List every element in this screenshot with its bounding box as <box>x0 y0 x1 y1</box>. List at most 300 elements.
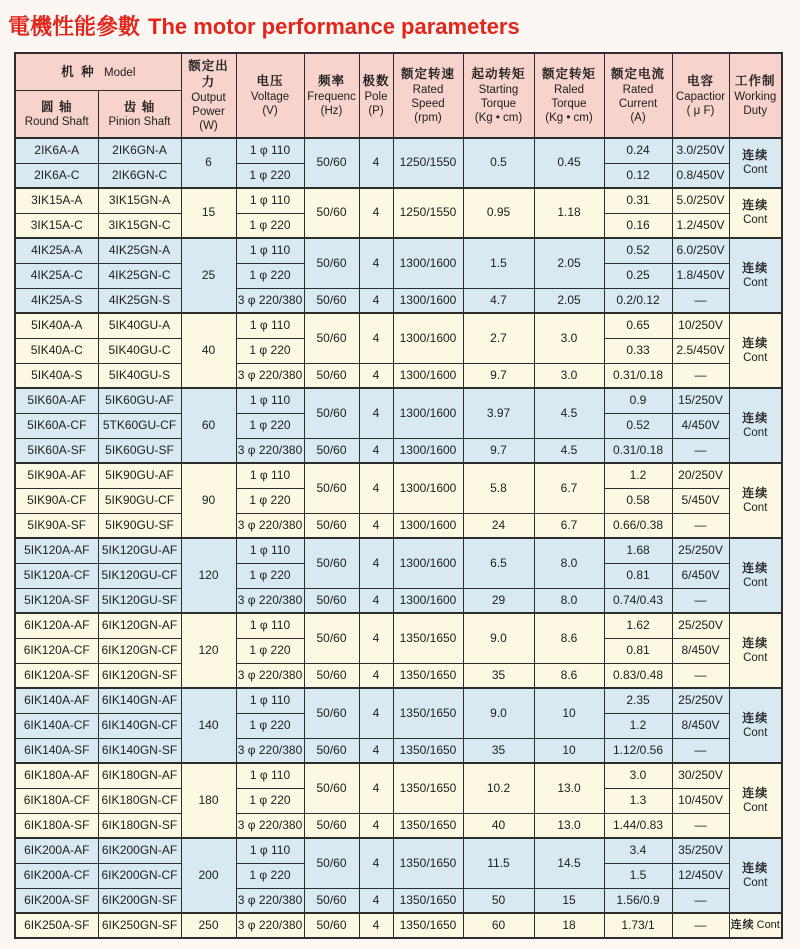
header-model-zh: 机 种 <box>61 64 96 79</box>
cell-pole: 4 <box>359 813 393 838</box>
cell-round-shaft: 5IK60A-AF <box>15 388 98 413</box>
cell-pinion-shaft: 5IK60GU-SF <box>98 438 181 463</box>
cell-pinion-shaft: 6IK120GN-AF <box>98 613 181 638</box>
cell-working-duty <box>729 763 782 838</box>
cell-voltage: 3 φ 220/380 <box>236 813 304 838</box>
cell-voltage: 1 φ 220 <box>236 788 304 813</box>
cell-frequency: 50/60 <box>304 388 359 438</box>
cell-rated-torque: 10 <box>534 738 604 763</box>
header-voltage-zh: 电压 <box>256 74 284 89</box>
cell-round-shaft: 6IK120A-SF <box>15 663 98 688</box>
cell-round-shaft: 6IK120A-CF <box>15 638 98 663</box>
cell-round-shaft: 2IK6A-A <box>15 138 98 163</box>
header-pinion-shaft <box>98 90 181 138</box>
cell-capacitor: 30/250V <box>672 763 729 788</box>
cell-voltage: 3 φ 220/380 <box>236 438 304 463</box>
cell-voltage: 1 φ 110 <box>236 763 304 788</box>
cell-round-shaft: 4IK25A-A <box>15 238 98 263</box>
cell-starting-torque: 1.5 <box>463 238 534 288</box>
cell-voltage: 1 φ 220 <box>236 638 304 663</box>
cell-voltage: 1 φ 110 <box>236 613 304 638</box>
cell-pinion-shaft: 6IK120GN-SF <box>98 663 181 688</box>
header-rated-speed-zh: 额定转速 <box>400 67 455 82</box>
cell-pinion-shaft: 5IK120GU-AF <box>98 538 181 563</box>
cell-pole: 4 <box>359 838 393 888</box>
cell-rated-current: 1.44/0.83 <box>604 813 672 838</box>
cell-capacitor: — <box>672 663 729 688</box>
cell-rated-torque: 13.0 <box>534 763 604 813</box>
cell-rated-current: 0.31/0.18 <box>604 438 672 463</box>
header-capacitor-zh: 电容 <box>686 74 714 89</box>
cell-pole: 4 <box>359 238 393 288</box>
header-frequency-zh: 频率 <box>317 74 345 89</box>
cell-frequency: 50/60 <box>304 188 359 238</box>
cell-round-shaft: 5IK120A-AF <box>15 538 98 563</box>
cell-round-shaft: 5IK90A-SF <box>15 513 98 538</box>
cell-capacitor: — <box>672 588 729 613</box>
cell-voltage: 1 φ 110 <box>236 188 304 213</box>
cell-starting-torque: 29 <box>463 588 534 613</box>
cell-round-shaft: 5IK60A-CF <box>15 413 98 438</box>
header-output-power <box>181 53 236 138</box>
cell-rated-current: 1.3 <box>604 788 672 813</box>
cell-rated-torque: 3.0 <box>534 313 604 363</box>
duty-label-zh: 连续 <box>742 198 769 213</box>
cell-starting-torque: 5.8 <box>463 463 534 513</box>
table-row <box>15 838 782 863</box>
cell-frequency: 50/60 <box>304 763 359 813</box>
header-frequency-unit: (Hz) <box>320 104 343 117</box>
cell-rated-current: 3.4 <box>604 838 672 863</box>
cell-rated-speed: 1350/1650 <box>393 888 463 913</box>
cell-voltage: 1 φ 110 <box>236 138 304 163</box>
cell-round-shaft: 3IK15A-A <box>15 188 98 213</box>
cell-pole: 4 <box>359 463 393 513</box>
cell-output-power: 200 <box>181 838 236 913</box>
cell-rated-current: 0.31/0.18 <box>604 363 672 388</box>
duty-label-en: Cont <box>743 876 768 889</box>
cell-rated-torque: 14.5 <box>534 838 604 888</box>
cell-capacitor: 25/250V <box>672 688 729 713</box>
cell-round-shaft: 6IK180A-CF <box>15 788 98 813</box>
header-output-power-en: Output Power <box>191 91 226 118</box>
header-rated-current-unit: (A) <box>630 111 646 124</box>
cell-round-shaft: 4IK25A-C <box>15 263 98 288</box>
header-voltage <box>236 53 304 138</box>
cell-rated-current: 0.24 <box>604 138 672 163</box>
cell-rated-current: 1.5 <box>604 863 672 888</box>
table-row <box>15 738 782 763</box>
cell-rated-speed: 1300/1600 <box>393 588 463 613</box>
cell-voltage: 3 φ 220/380 <box>236 913 304 938</box>
cell-frequency: 50/60 <box>304 513 359 538</box>
cell-round-shaft: 5IK120A-SF <box>15 588 98 613</box>
cell-round-shaft: 6IK200A-SF <box>15 888 98 913</box>
cell-pinion-shaft: 5IK90GU-AF <box>98 463 181 488</box>
cell-round-shaft: 6IK200A-AF <box>15 838 98 863</box>
cell-capacitor: — <box>672 363 729 388</box>
header-rated-torque <box>534 53 604 138</box>
table-row <box>15 538 782 563</box>
cell-rated-current: 1.2 <box>604 713 672 738</box>
cell-output-power: 120 <box>181 613 236 688</box>
cell-rated-current: 2.35 <box>604 688 672 713</box>
cell-pole: 4 <box>359 513 393 538</box>
cell-capacitor: 8/450V <box>672 713 729 738</box>
duty-label-zh: 连续 <box>742 860 769 875</box>
cell-voltage: 3 φ 220/380 <box>236 738 304 763</box>
cell-rated-current: 0.16 <box>604 213 672 238</box>
duty-label-zh: 连续 <box>730 919 755 932</box>
cell-rated-current: 0.33 <box>604 338 672 363</box>
cell-rated-current: 1.12/0.56 <box>604 738 672 763</box>
header-output-power-zh: 额定出力 <box>188 59 229 90</box>
cell-rated-speed: 1300/1600 <box>393 438 463 463</box>
cell-starting-torque: 35 <box>463 663 534 688</box>
cell-round-shaft: 6IK140A-SF <box>15 738 98 763</box>
cell-capacitor: 1.2/450V <box>672 213 729 238</box>
header-round-shaft-zh: 圆 轴 <box>41 99 73 114</box>
cell-round-shaft: 5IK90A-CF <box>15 488 98 513</box>
cell-rated-current: 0.12 <box>604 163 672 188</box>
cell-rated-torque: 10 <box>534 688 604 738</box>
cell-output-power: 15 <box>181 188 236 238</box>
header-model-en: Model <box>104 66 136 79</box>
cell-capacitor: 20/250V <box>672 463 729 488</box>
cell-round-shaft: 6IK180A-SF <box>15 813 98 838</box>
cell-starting-torque: 0.95 <box>463 188 534 238</box>
table-row <box>15 238 782 263</box>
cell-starting-torque: 9.0 <box>463 688 534 738</box>
cell-capacitor: — <box>672 513 729 538</box>
header-starting-torque-zh: 起动转矩 <box>471 67 526 82</box>
cell-rated-current: 0.74/0.43 <box>604 588 672 613</box>
cell-frequency: 50/60 <box>304 738 359 763</box>
cell-pinion-shaft: 6IK200GN-SF <box>98 888 181 913</box>
cell-pinion-shaft: 5IK60GU-AF <box>98 388 181 413</box>
cell-pinion-shaft: 6IK140GN-CF <box>98 713 181 738</box>
cell-rated-current: 0.31 <box>604 188 672 213</box>
cell-round-shaft: 5IK90A-AF <box>15 463 98 488</box>
cell-voltage: 1 φ 220 <box>236 263 304 288</box>
cell-rated-speed: 1350/1650 <box>393 838 463 888</box>
cell-rated-torque: 18 <box>534 913 604 938</box>
cell-pinion-shaft: 5IK90GU-CF <box>98 488 181 513</box>
cell-rated-speed: 1250/1550 <box>393 138 463 188</box>
cell-capacitor: 4/450V <box>672 413 729 438</box>
cell-starting-torque: 50 <box>463 888 534 913</box>
table-header <box>15 53 782 138</box>
cell-frequency: 50/60 <box>304 313 359 363</box>
cell-voltage: 1 φ 220 <box>236 163 304 188</box>
cell-capacitor: 5/450V <box>672 488 729 513</box>
header-capacitor-en: Capactior <box>675 90 726 103</box>
cell-rated-speed: 1300/1600 <box>393 363 463 388</box>
cell-round-shaft: 5IK40A-A <box>15 313 98 338</box>
cell-capacitor: 10/450V <box>672 788 729 813</box>
header-round-shaft <box>15 90 98 138</box>
cell-capacitor: 8/450V <box>672 638 729 663</box>
cell-pinion-shaft: 5TK60GU-CF <box>98 413 181 438</box>
header-working-duty-en: Working Duty <box>734 90 777 117</box>
cell-rated-current: 0.25 <box>604 263 672 288</box>
header-starting-torque-en: Starting Torque <box>478 83 519 110</box>
cell-rated-current: 3.0 <box>604 763 672 788</box>
cell-voltage: 1 φ 220 <box>236 863 304 888</box>
cell-frequency: 50/60 <box>304 838 359 888</box>
cell-voltage: 3 φ 220/380 <box>236 363 304 388</box>
duty-label-zh: 连续 <box>742 710 769 725</box>
table-row <box>15 813 782 838</box>
duty-label-zh: 连续 <box>742 260 769 275</box>
cell-output-power: 250 <box>181 913 236 938</box>
cell-pinion-shaft: 6IK200GN-CF <box>98 863 181 888</box>
cell-working-duty <box>729 613 782 688</box>
cell-rated-current: 0.83/0.48 <box>604 663 672 688</box>
cell-pinion-shaft: 6IK200GN-AF <box>98 838 181 863</box>
cell-pole: 4 <box>359 663 393 688</box>
cell-capacitor: — <box>672 913 729 938</box>
cell-rated-current: 0.66/0.38 <box>604 513 672 538</box>
duty-label-en: Cont <box>743 214 768 227</box>
table-row <box>15 913 782 938</box>
cell-pinion-shaft: 4IK25GN-C <box>98 263 181 288</box>
duty-label-zh: 连续 <box>742 785 769 800</box>
header-working-duty-zh: 工作制 <box>734 74 776 89</box>
cell-output-power: 60 <box>181 388 236 463</box>
cell-pole: 4 <box>359 588 393 613</box>
cell-pole: 4 <box>359 738 393 763</box>
duty-label-zh: 连续 <box>742 148 769 163</box>
cell-rated-speed: 1350/1650 <box>393 813 463 838</box>
cell-capacitor: 1.8/450V <box>672 263 729 288</box>
cell-pinion-shaft: 4IK25GN-S <box>98 288 181 313</box>
cell-rated-speed: 1300/1600 <box>393 288 463 313</box>
header-output-power-unit: (W) <box>199 119 218 132</box>
cell-voltage: 1 φ 110 <box>236 463 304 488</box>
cell-rated-current: 0.81 <box>604 638 672 663</box>
cell-pinion-shaft: 5IK40GU-S <box>98 363 181 388</box>
motor-performance-table <box>14 52 783 939</box>
header-frequency <box>304 53 359 138</box>
duty-label-en: Cont <box>743 276 768 289</box>
header-round-shaft-en: Round Shaft <box>24 115 89 128</box>
cell-voltage: 1 φ 220 <box>236 563 304 588</box>
cell-rated-current: 0.58 <box>604 488 672 513</box>
cell-starting-torque: 3.97 <box>463 388 534 438</box>
cell-round-shaft: 3IK15A-C <box>15 213 98 238</box>
cell-pinion-shaft: 6IK250GN-SF <box>98 913 181 938</box>
duty-label-en: Cont <box>743 426 768 439</box>
cell-starting-torque: 24 <box>463 513 534 538</box>
cell-capacitor: — <box>672 438 729 463</box>
header-starting-torque <box>463 53 534 138</box>
cell-output-power: 90 <box>181 463 236 538</box>
cell-voltage: 1 φ 220 <box>236 413 304 438</box>
cell-voltage: 1 φ 110 <box>236 538 304 563</box>
cell-voltage: 1 φ 110 <box>236 388 304 413</box>
cell-rated-speed: 1300/1600 <box>393 388 463 438</box>
cell-starting-torque: 9.0 <box>463 613 534 663</box>
header-capacitor-unit: ( μ F) <box>686 104 715 117</box>
cell-capacitor: 3.0/250V <box>672 138 729 163</box>
header-rated-speed-unit: (rpm) <box>414 111 442 124</box>
cell-capacitor: 35/250V <box>672 838 729 863</box>
cell-voltage: 3 φ 220/380 <box>236 588 304 613</box>
cell-rated-current: 1.2 <box>604 463 672 488</box>
cell-frequency: 50/60 <box>304 888 359 913</box>
cell-starting-torque: 2.7 <box>463 313 534 363</box>
cell-working-duty <box>729 688 782 763</box>
cell-frequency: 50/60 <box>304 538 359 588</box>
cell-capacitor: 2.5/450V <box>672 338 729 363</box>
cell-frequency: 50/60 <box>304 238 359 288</box>
cell-rated-torque: 4.5 <box>534 388 604 438</box>
table-row <box>15 688 782 713</box>
page-title-en: The motor performance parameters <box>148 14 520 39</box>
cell-rated-torque: 0.45 <box>534 138 604 188</box>
cell-pole: 4 <box>359 913 393 938</box>
duty-label-en: Cont <box>743 651 768 664</box>
header-rated-current-en: Rated Current <box>618 83 658 110</box>
header-pinion-shaft-zh: 齿 轴 <box>123 99 156 114</box>
cell-rated-torque: 2.05 <box>534 288 604 313</box>
cell-round-shaft: 6IK250A-SF <box>15 913 98 938</box>
cell-rated-speed: 1300/1600 <box>393 463 463 513</box>
page-title-zh: 電機性能參數 <box>8 14 141 39</box>
cell-capacitor: 6.0/250V <box>672 238 729 263</box>
cell-pole: 4 <box>359 613 393 663</box>
table-row <box>15 288 782 313</box>
cell-voltage: 1 φ 110 <box>236 238 304 263</box>
cell-frequency: 50/60 <box>304 138 359 188</box>
cell-pinion-shaft: 6IK180GN-AF <box>98 763 181 788</box>
duty-label-zh: 连续 <box>742 335 769 350</box>
cell-rated-speed: 1350/1650 <box>393 613 463 663</box>
cell-voltage: 3 φ 220/380 <box>236 888 304 913</box>
cell-rated-torque: 8.6 <box>534 613 604 663</box>
cell-output-power: 25 <box>181 238 236 313</box>
header-rated-torque-en: Raled Torque <box>551 83 587 110</box>
page-title <box>8 10 800 41</box>
cell-pinion-shaft: 6IK120GN-CF <box>98 638 181 663</box>
header-rated-speed-en: Rated Speed <box>411 83 445 110</box>
cell-output-power: 180 <box>181 763 236 838</box>
cell-capacitor: 12/450V <box>672 863 729 888</box>
cell-capacitor: 15/250V <box>672 388 729 413</box>
cell-capacitor: 25/250V <box>672 613 729 638</box>
header-pole-en: Pole <box>364 90 388 103</box>
cell-pole: 4 <box>359 138 393 188</box>
cell-rated-current: 0.52 <box>604 238 672 263</box>
header-rated-speed <box>393 53 463 138</box>
cell-pole: 4 <box>359 538 393 588</box>
cell-frequency: 50/60 <box>304 613 359 663</box>
table-row <box>15 763 782 788</box>
cell-voltage: 3 φ 220/380 <box>236 663 304 688</box>
cell-starting-torque: 4.7 <box>463 288 534 313</box>
cell-rated-current: 1.62 <box>604 613 672 638</box>
cell-pole: 4 <box>359 688 393 738</box>
table-body <box>15 138 782 938</box>
cell-frequency: 50/60 <box>304 463 359 513</box>
cell-rated-torque: 4.5 <box>534 438 604 463</box>
cell-starting-torque: 9.7 <box>463 363 534 388</box>
duty-label-en: Cont <box>743 576 768 589</box>
table-row <box>15 888 782 913</box>
cell-rated-torque: 8.6 <box>534 663 604 688</box>
cell-round-shaft: 5IK60A-SF <box>15 438 98 463</box>
cell-voltage: 1 φ 220 <box>236 488 304 513</box>
cell-pole: 4 <box>359 438 393 463</box>
cell-rated-speed: 1350/1650 <box>393 913 463 938</box>
cell-starting-torque: 0.5 <box>463 138 534 188</box>
cell-capacitor: 6/450V <box>672 563 729 588</box>
cell-rated-speed: 1350/1650 <box>393 763 463 813</box>
cell-rated-torque: 2.05 <box>534 238 604 288</box>
duty-label-zh: 连续 <box>742 560 769 575</box>
header-capacitor <box>672 53 729 138</box>
table-row <box>15 363 782 388</box>
header-pole <box>359 53 393 138</box>
cell-rated-speed: 1350/1650 <box>393 738 463 763</box>
cell-pole: 4 <box>359 388 393 438</box>
table-row <box>15 313 782 338</box>
table-row <box>15 513 782 538</box>
cell-output-power: 6 <box>181 138 236 188</box>
cell-pinion-shaft: 3IK15GN-A <box>98 188 181 213</box>
cell-rated-current: 1.68 <box>604 538 672 563</box>
cell-capacitor: 5.0/250V <box>672 188 729 213</box>
cell-rated-speed: 1300/1600 <box>393 513 463 538</box>
cell-pinion-shaft: 6IK180GN-SF <box>98 813 181 838</box>
cell-starting-torque: 6.5 <box>463 538 534 588</box>
cell-pinion-shaft: 6IK140GN-AF <box>98 688 181 713</box>
cell-output-power: 40 <box>181 313 236 388</box>
cell-rated-current: 0.65 <box>604 313 672 338</box>
cell-rated-speed: 1350/1650 <box>393 688 463 738</box>
cell-pinion-shaft: 5IK90GU-SF <box>98 513 181 538</box>
table-row <box>15 188 782 213</box>
table-row <box>15 463 782 488</box>
cell-pinion-shaft: 5IK40GU-A <box>98 313 181 338</box>
cell-starting-torque: 35 <box>463 738 534 763</box>
cell-frequency: 50/60 <box>304 813 359 838</box>
header-row-1 <box>15 53 782 90</box>
cell-rated-torque: 15 <box>534 888 604 913</box>
header-model <box>15 53 181 90</box>
cell-output-power: 120 <box>181 538 236 613</box>
cell-working-duty <box>729 538 782 613</box>
duty-label-zh: 连续 <box>742 485 769 500</box>
cell-voltage: 3 φ 220/380 <box>236 288 304 313</box>
header-rated-current-zh: 额定电流 <box>610 67 665 82</box>
cell-frequency: 50/60 <box>304 688 359 738</box>
cell-working-duty <box>729 238 782 313</box>
cell-pole: 4 <box>359 313 393 363</box>
cell-pinion-shaft: 4IK25GN-A <box>98 238 181 263</box>
duty-label-en: Cont <box>743 801 768 814</box>
table-row <box>15 613 782 638</box>
cell-round-shaft: 2IK6A-C <box>15 163 98 188</box>
cell-frequency: 50/60 <box>304 288 359 313</box>
cell-capacitor: — <box>672 288 729 313</box>
cell-starting-torque: 11.5 <box>463 838 534 888</box>
cell-rated-torque: 6.7 <box>534 463 604 513</box>
cell-round-shaft: 4IK25A-S <box>15 288 98 313</box>
cell-output-power: 140 <box>181 688 236 763</box>
cell-voltage: 1 φ 220 <box>236 213 304 238</box>
